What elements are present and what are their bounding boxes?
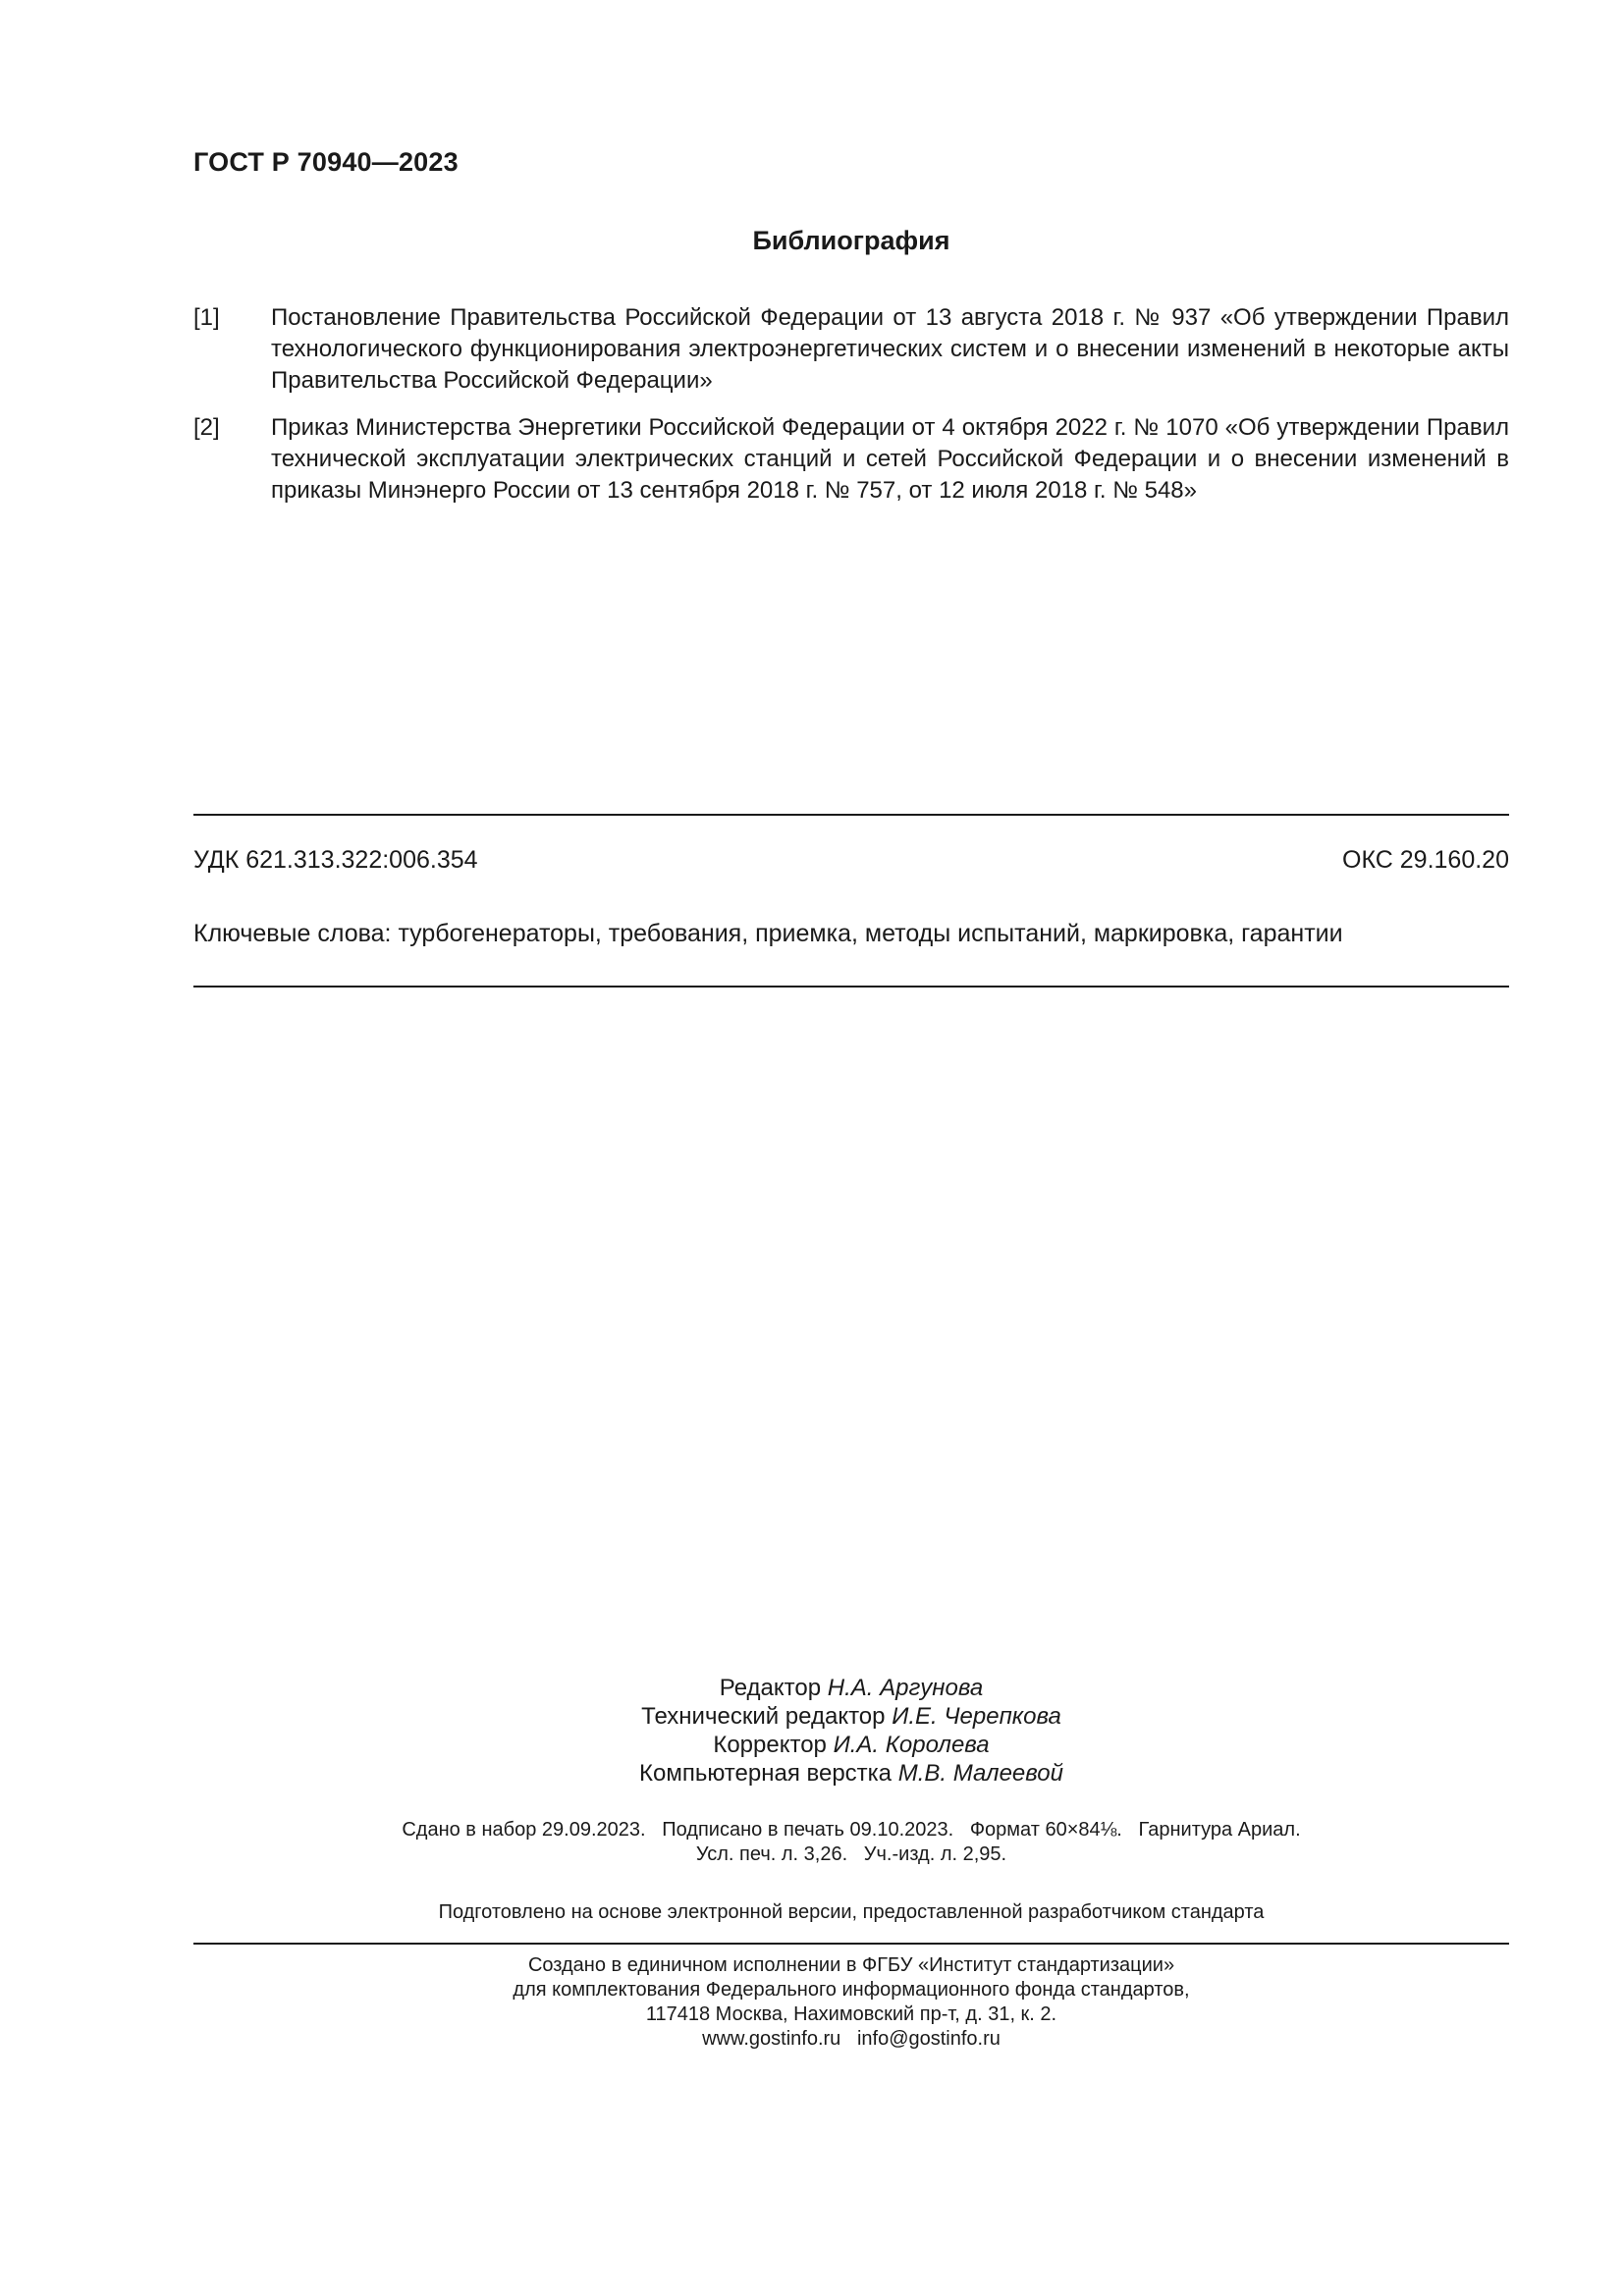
bibliography-item [193,412,1509,507]
publisher-info [0,1953,1624,2052]
divider-keywords [193,986,1509,988]
prepared-note: Подготовлено на основе электронной версии, предоставленной разработчиком стандарта [438,1901,1265,1923]
print-info [0,1818,1624,1867]
print-info-line: Усл. печ. л. 3,26. Уч.-изд. л. 2,95. [695,1843,1007,1865]
staff-role: Корректор [713,1732,827,1758]
publisher-line: 117418 Москва, Нахимовский пр-т, д. 31, к. 2. [645,2003,1057,2025]
publisher-line: для комплектования Федерального информационного фонда стандартов, [513,1979,1190,2001]
divider-publisher [193,1943,1509,1945]
staff-line-editor [79,1674,1624,1702]
publisher-line: Создано в единичном исполнении в ФГБУ «Институт стандартизации» [527,1954,1175,1976]
staff-name: Н.А. Аргунова [827,1675,984,1701]
bibliography-title: Библиография [752,226,950,255]
bibliography-item-text: Приказ Министерства Энергетики Российской Федерации от 4 октября 2022 г. № 1070 «Об утверждении Правил технической эксплуатации электрических станций и сетей Российской Федерации и о внесении изменений в приказы Минэнерго России от 13 сентября 2018 г. № 757, от 12 июля 2018 г. № 548» [271,414,1509,504]
staff-role: Технический редактор [641,1703,886,1730]
staff-line-tech-editor [79,1702,1624,1731]
oks-code: ОКС 29.160.20 [1342,846,1509,874]
keywords: Ключевые слова: турбогенераторы, требования, приемка, методы испытаний, маркировка, гарантии [193,920,1343,947]
editorial-staff [0,1674,1624,1788]
staff-name: И.А. Королева [833,1732,990,1758]
bibliography-item-text: Постановление Правительства Российской Федерации от 13 августа 2018 г. № 937 «Об утверждении Правил технологического функционирования электроэнергетических систем и о внесении изменений в некоторые акты Правительства Российской Федерации» [271,304,1509,394]
bibliography-item-number: [2] [193,414,220,441]
publisher-contacts: www.gostinfo.ru info@gostinfo.ru [702,2028,1001,2050]
document-code: ГОСТ Р 70940—2023 [193,147,459,177]
divider-top [193,814,1509,816]
staff-line-proofreader [79,1731,1624,1759]
staff-role: Компьютерная верстка [639,1760,893,1787]
staff-name: И.Е. Черепкова [892,1703,1061,1730]
bibliography-item [193,302,1509,397]
staff-name: М.В. Малеевой [897,1760,1063,1787]
bibliography-item-number: [1] [193,304,220,331]
staff-line-layout [79,1759,1624,1788]
staff-role: Редактор [719,1675,822,1701]
bibliography-list [193,302,1509,522]
udk-code: УДК 621.313.322:006.354 [193,846,478,874]
print-info-line: Сдано в набор 29.09.2023. Подписано в печать 09.10.2023. Формат 60×84⅛. Гарнитура Ариал. [402,1819,1301,1841]
